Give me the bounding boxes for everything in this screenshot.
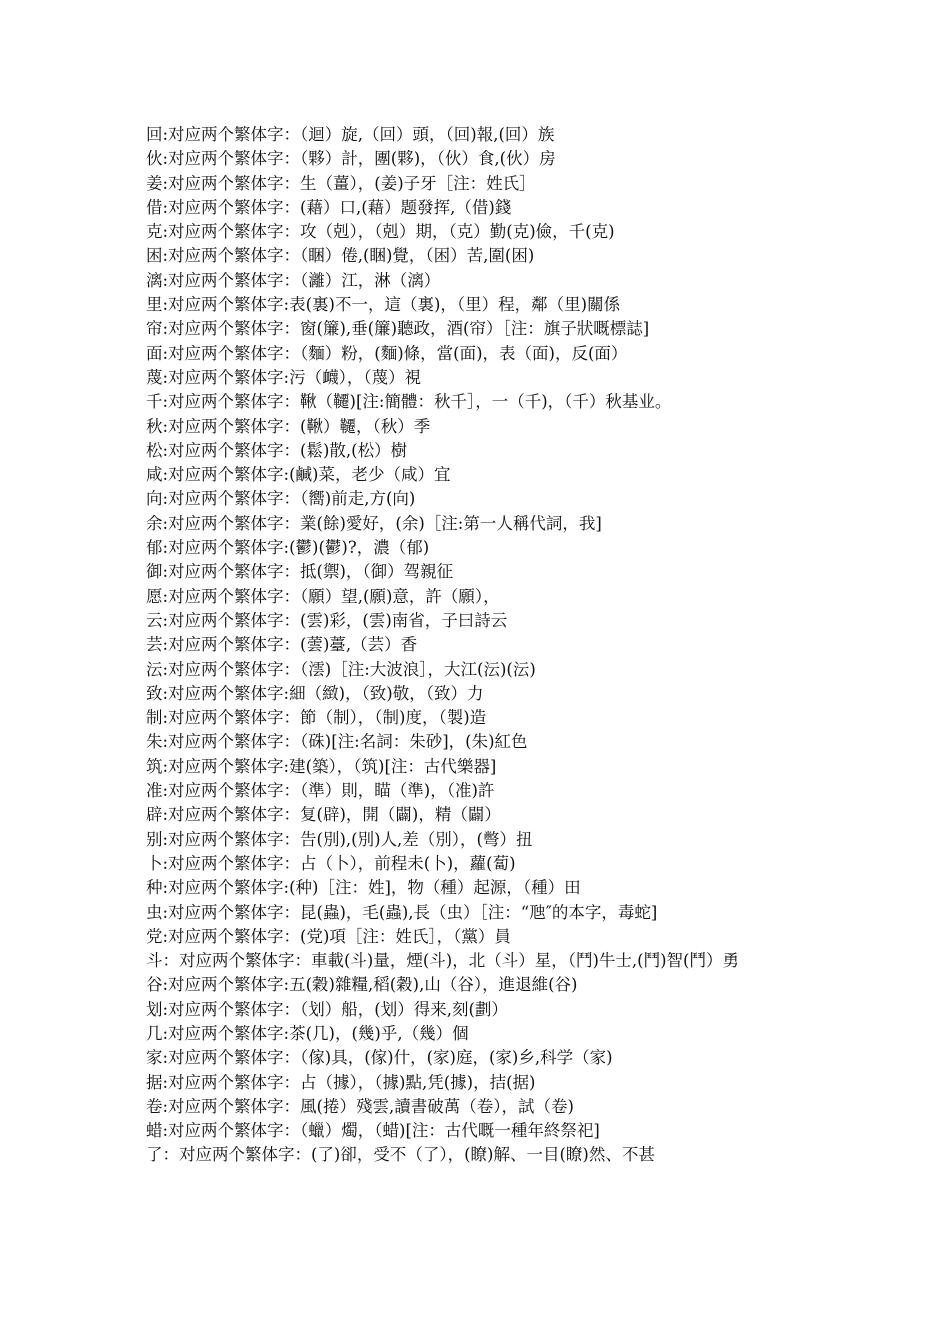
text-line: 回:对应两个繁体字：（迴）旋,（回）頭，（回)報,(回）族 — [146, 125, 555, 144]
text-line: 姜:对应两个繁体字：生（薑），(姜)子牙［注：姓氏］ — [146, 173, 536, 193]
text-line: 斗：对应两个繁体字：車載(斗)量，煙(斗)，北（斗）星，（鬥)牛士,(鬥)智(鬥）勇 — [146, 951, 739, 971]
text-line: 谷:对应两个繁体字:五(穀)雜糧,稻(穀),山（谷），進退維(谷) — [146, 975, 578, 995]
text-line: 了：对应两个繁体字：(了)卻，受不（了），(瞭)解、一目(瞭)然、不甚 — [146, 1145, 655, 1165]
text-line: 郁:对应两个繁体字:(鬱)(鬱)?，濃（郁) — [146, 538, 430, 558]
text-line: 蜡:对应两个繁体字：（蠟）燭，（蜡)[注：古代嘅一種年終祭祀] — [146, 1121, 600, 1141]
text-line: 帘:对应两个繁体字：窗(簾),垂(簾)聽政，酒(帘）［注：旗子狀嘅標誌] — [146, 319, 650, 339]
text-line: 家:对应两个繁体字：（傢)具，(傢)什，(家)庭，(家)乡,科学（家) — [146, 1048, 613, 1068]
text-line: 御:对应两个繁体字：抵(禦)，（御）驾親征 — [146, 562, 454, 582]
text-line: 伙:对应两个繁体字：（夥）計，團(夥)，（伙）食,(伙）房 — [146, 149, 556, 169]
text-line: 松:对应两个繁体字：(鬆)散,(松）樹 — [146, 440, 408, 460]
text-line: 几:对应两个繁体字:茶(几)，(幾)乎,（幾）個 — [146, 1023, 469, 1043]
text-line: 沄:对应两个繁体字：（澐)［注:大波浪］，大江(沄)(沄) — [146, 659, 536, 679]
text-line: 千:对应两个繁体字：鞦（韆)[注:簡體：秋千］，一（千)，（千）秋基业。 — [146, 392, 672, 412]
text-line: 划:对应两个繁体字：（划）船，(划）得来,刻(劃） — [146, 999, 508, 1019]
text-line: 借:对应两个繁体字：(藉）口,(藉）题發挥,（借)錢 — [146, 197, 512, 217]
text-line: 筑:对应两个繁体字:建(築），（筑)[注：古代樂器] — [146, 756, 497, 776]
text-line: 卷:对应两个繁体字：風(捲）殘雲,讀書破萬（卷），試（卷) — [146, 1096, 574, 1116]
text-line: 向:对应两个繁体字：（嚮)前走,方(向) — [146, 489, 416, 509]
text-line: 别:对应两个繁体字：告(別),(別)人,差（別），(彆）扭 — [146, 829, 533, 849]
text-line: 朱:对应两个繁体字：（硃)[注:名詞：朱砂]，(朱)紅色 — [146, 732, 528, 752]
text-line: 余:对应两个繁体字：業(餘)愛好，(余)［注:第一人稱代詞，我] — [146, 513, 602, 533]
text-line: 辟:对应两个繁体字：复(辟)，開（闢)，精（闢） — [146, 805, 501, 825]
text-line: 秋:对应两个繁体字：(鞦）韆，（秋）季 — [146, 416, 431, 436]
text-line: 虫:对应两个繁体字：昆(蟲)，毛(蟲),長（虫）［注：“虺″的本字，毒蛇] — [146, 902, 658, 922]
text-line: 致:对应两个繁体字:細（緻)，（致)敬，（致）力 — [146, 683, 484, 703]
text-line: 芸:对应两个繁体字：(蕓)薹,（芸）香 — [146, 635, 418, 655]
text-line: 咸:对应两个繁体字:(鹹)菜，老少（咸）宜 — [146, 465, 451, 485]
text-line: 据:对应两个繁体字：占（據），（據)點,凭(據)，拮(据) — [146, 1072, 536, 1092]
text-line: 里:对应两个繁体字:表(裏)不一，這（裏)，（里）程，鄰（里)關係 — [146, 295, 621, 315]
text-line: 卜:对应两个繁体字：占（卜），前程未(卜)，蘿(蔔) — [146, 853, 516, 873]
document-body — [146, 123, 806, 1168]
text-line: 种:对应两个繁体字:(种)［注：姓]，物（種）起源，（種）田 — [146, 878, 581, 898]
text-line: 蔑:对应两个繁体字:污（衊），（蔑）視 — [146, 367, 422, 387]
text-line: 准:对应两个繁体字：（準）則，瞄（準)，（准)許 — [146, 781, 495, 801]
text-line: 愿:对应两个繁体字：（願）望,(願)意，許（願）， — [146, 586, 500, 606]
text-line: 云:对应两个繁体字：(雲)彩，(雲)南省，子曰詩云 — [146, 610, 508, 630]
text-line: 面:对应两个繁体字：（麵）粉，(麵)條，當(面)，表（面)，反(面） — [146, 343, 628, 363]
text-line: 党:对应两个繁体字：(党)項［注：姓氏］，（黨）員 — [146, 926, 511, 946]
text-line: 漓:对应两个繁体字：（灕）江，淋（漓） — [146, 270, 441, 290]
text-line: 克:对应两个繁体字：攻（剋），（剋）期，（克）勤(克)儉，千(克) — [146, 222, 615, 242]
text-line: 困:对应两个繁体字：（睏）倦,(睏)覺，（困）苦,圍(困) — [146, 246, 535, 266]
text-line: 制:对应两个繁体字：節（制），（制)度，（製)造 — [146, 708, 487, 728]
